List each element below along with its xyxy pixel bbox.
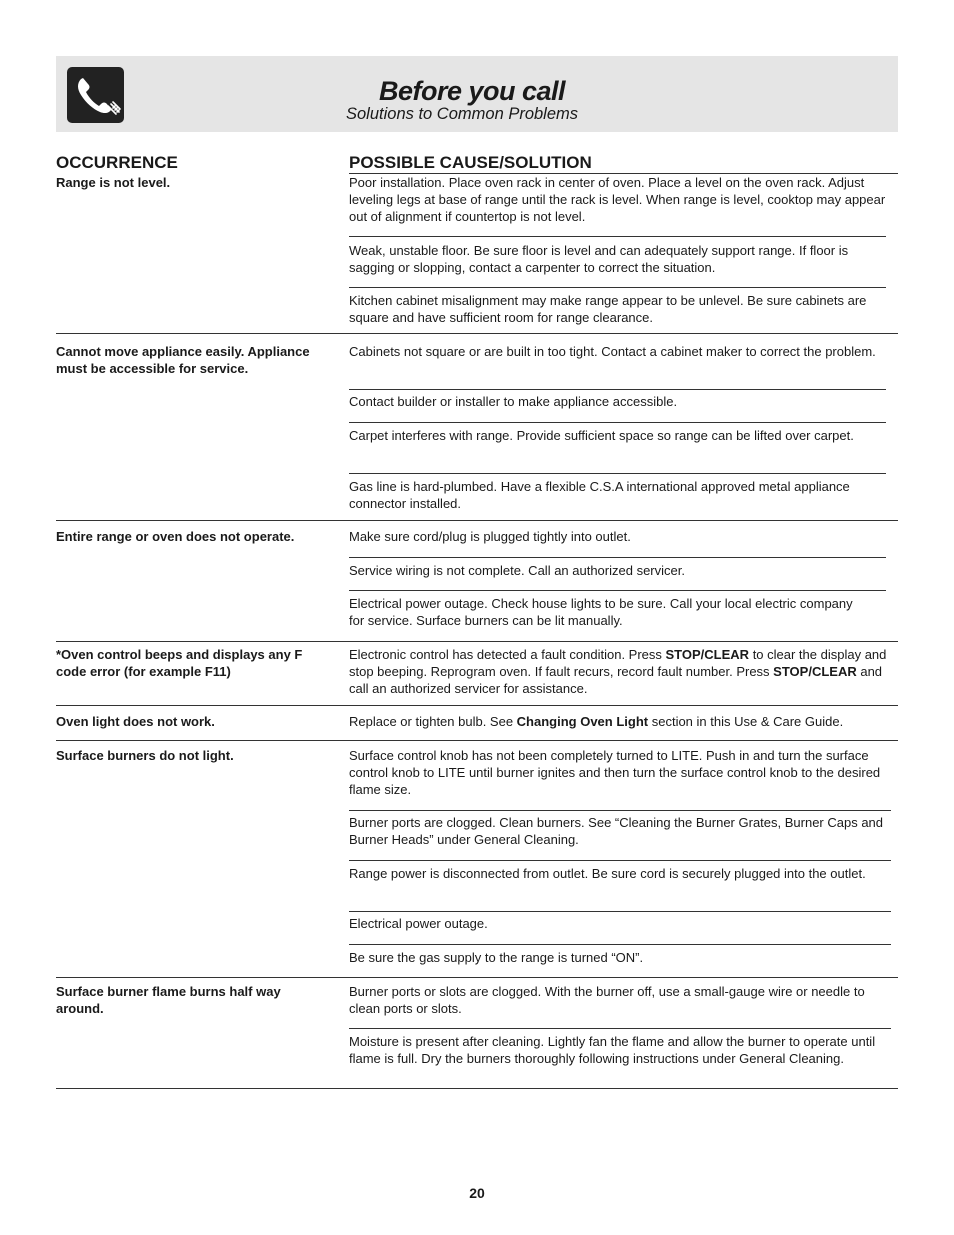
solution-item: Poor installation. Place oven rack in center of oven. Place a level on the oven rack. Adjust leveling legs at base of range until the rack is level. When range is level, cooktop may appear out of alignment if countertop is not level.: [349, 175, 886, 224]
solution-item: Cabinets not square or are built in too tight. Contact a cabinet maker to correct the problem.: [349, 344, 876, 359]
solution-item: Moisture is present after cleaning. Lightly fan the flame and allow the burner to operate until flame is full. Dry the burners thoroughly following instructions under General Cleaning.: [349, 1034, 876, 1066]
occurrence-flame-half-way: Surface burner flame burns half way around.: [56, 984, 281, 1016]
solution-divider: [349, 1028, 891, 1029]
solution-column-heading: POSSIBLE CAUSE/SOLUTION: [349, 153, 592, 172]
solution-item: Service wiring is not complete. Call an authorized servicer.: [349, 563, 685, 578]
page-title: Before you call: [379, 76, 566, 106]
occurrence-cannot-move-appliance: Cannot move appliance easily. Appliance must be accessible for service.: [56, 344, 310, 376]
occurrence-oven-light: Oven light does not work.: [56, 714, 215, 729]
solution-divider: [349, 590, 886, 591]
solution-divider: [349, 860, 891, 861]
solution-divider: [349, 287, 886, 288]
solution-item: Be sure the gas supply to the range is turned “ON”.: [349, 950, 644, 965]
solution-item: Gas line is hard-plumbed. Have a flexible C.S.A international approved metal appliance connector installed.: [349, 479, 850, 511]
row-divider: [56, 333, 898, 334]
solution-divider: [349, 810, 891, 811]
row-divider: [56, 740, 898, 741]
solution-divider: [349, 422, 886, 423]
solution-item: Carpet interferes with range. Provide sufficient space so range can be lifted over carpet.: [349, 428, 854, 443]
solution-item: Surface control knob has not been completely turned to LITE. Push in and turn the surface control knob to LITE until burner ignites and then turn the surface control knob to the desired flame size.: [349, 748, 881, 797]
row-divider: [56, 705, 898, 706]
solution-item: Make sure cord/plug is plugged tightly into outlet.: [349, 529, 631, 544]
row-divider: [56, 641, 898, 642]
occurrence-range-does-not-operate: Entire range or oven does not operate.: [56, 529, 295, 544]
solution-divider: [349, 911, 891, 912]
solution-item: Burner ports or slots are clogged. With the burner off, use a small-gauge wire or needle to clean ports or slots.: [349, 984, 865, 1016]
occurrence-surface-burners-do-not-light: Surface burners do not light.: [56, 748, 234, 763]
row-divider: [56, 520, 898, 521]
occurrence-column-heading: OCCURRENCE: [56, 153, 178, 172]
solution-item: Weak, unstable floor. Be sure floor is level and can adequately support range. If floor is sagging or slopping, contact a carpenter to correct the situation.: [349, 243, 849, 275]
solution-item: Replace or tighten bulb. See Changing Oven Light section in this Use & Care Guide.: [349, 714, 844, 729]
occurrence-oven-control-beeps: *Oven control beeps and displays any F code error (for example F11): [56, 647, 303, 679]
solution-item: Electrical power outage. Check house lights to be sure. Call your local electric company for service. Surface burners can be lit manually.: [349, 596, 853, 628]
solution-item: Kitchen cabinet misalignment may make range appear to be unlevel. Be sure cabinets are square and have sufficient room for range clearance.: [349, 293, 867, 325]
solution-item: Range power is disconnected from outlet. Be sure cord is securely plugged into the outlet.: [349, 866, 866, 881]
solution-item: Electrical power outage.: [349, 916, 488, 931]
solution-item: Contact builder or installer to make appliance accessible.: [349, 394, 678, 409]
solution-divider: [349, 473, 886, 474]
solution-divider: [349, 389, 886, 390]
page-number: 20: [469, 1185, 485, 1201]
solution-divider: [349, 557, 886, 558]
row-divider: [56, 1088, 898, 1089]
solution-divider: [349, 236, 886, 237]
solution-item: Electronic control has detected a fault condition. Press STOP/CLEAR to clear the display and stop beeping. Reprogram oven. If fault recurs, record fault number. Press STOP/CLEAR and call an authorized servicer for assistance.: [349, 647, 887, 696]
row-divider: [56, 977, 898, 978]
page-subtitle: Solutions to Common Problems: [346, 105, 579, 123]
occurrence-range-not-level: Range is not level.: [56, 175, 171, 190]
solution-item: Burner ports are clogged. Clean burners. See “Cleaning the Burner Grates, Burner Caps and Burner Heads” under General Cleaning.: [349, 815, 884, 847]
phone-icon: [67, 67, 124, 123]
solution-divider: [349, 944, 891, 945]
